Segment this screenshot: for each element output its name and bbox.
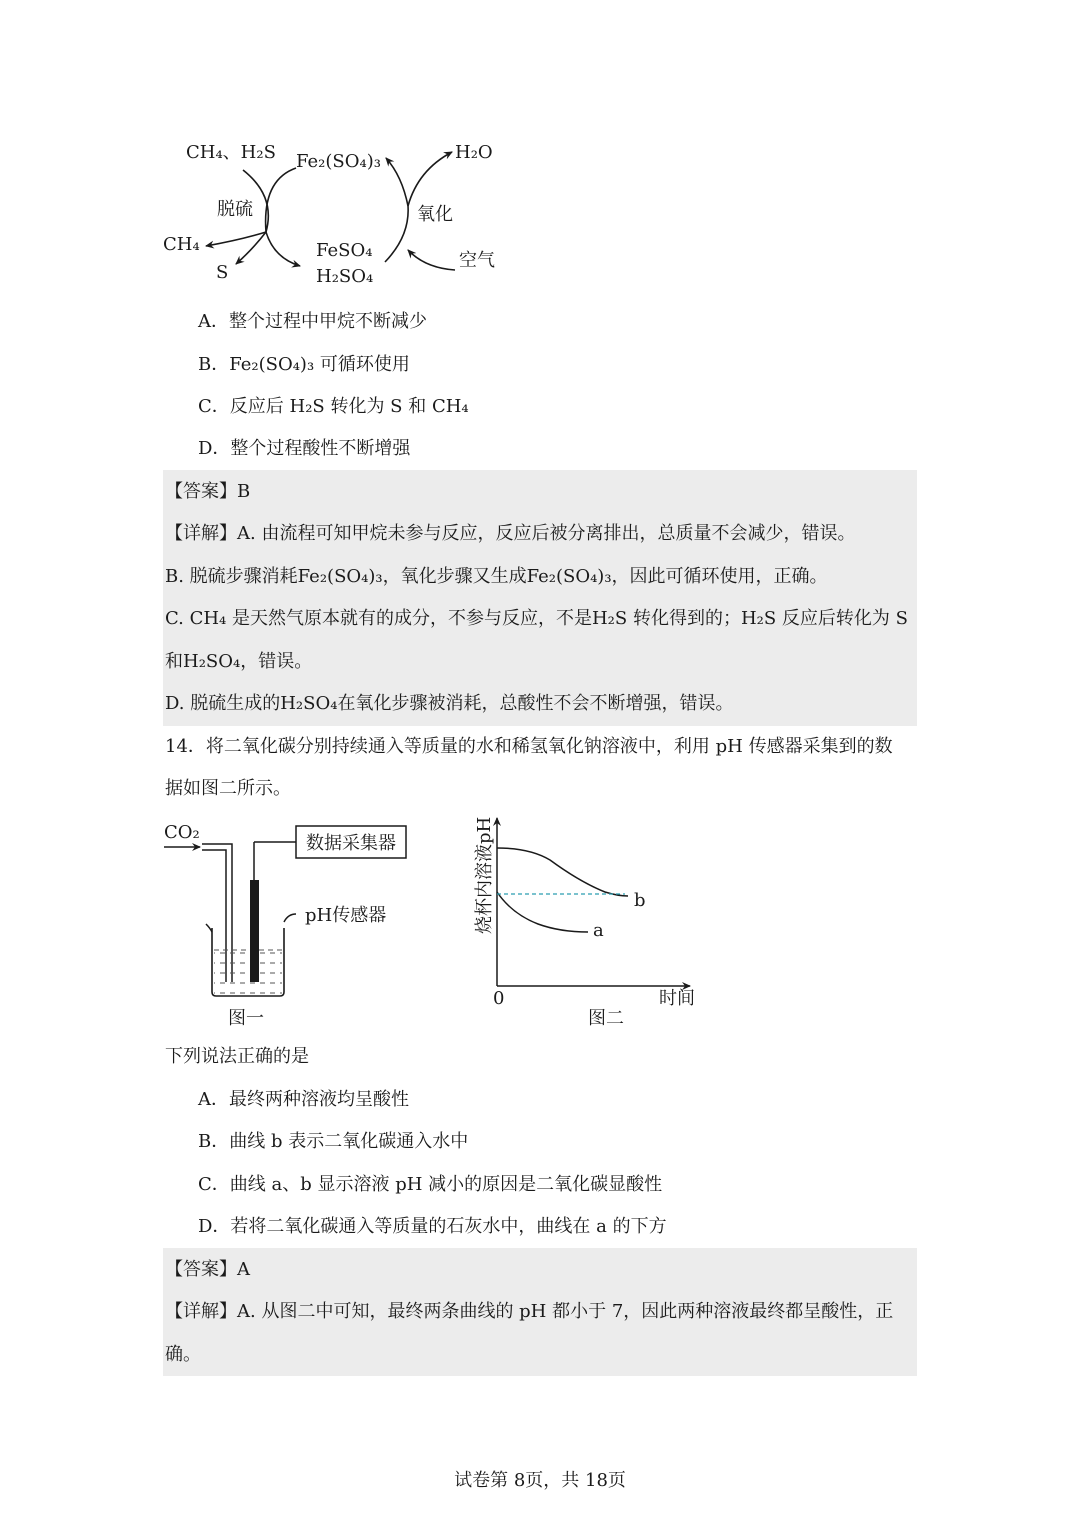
curve-a [497, 892, 588, 932]
q13-explain-line: 【详解】A. 由流程可知甲烷未参与反应，反应后被分离排出，总质量不会减少，错误。 [165, 523, 856, 544]
q13-option-d: D．整个过程酸性不断增强 [198, 438, 411, 459]
q13-explain-line: C. CH₄ 是天然气原本就有的成分，不参与反应，不是H₂S 转化得到的；H₂S 反应后转化为 S [165, 608, 908, 629]
desulfurization-cycle-diagram [0, 0, 1080, 300]
fig1-caption: 图一 [228, 1008, 264, 1029]
q13-option-b: B．Fe₂(SO₄)₃ 可循环使用 [198, 354, 410, 375]
q14-option-d: D．若将二氧化碳通入等质量的石灰水中，曲线在 a 的下方 [198, 1216, 667, 1237]
page-footer: 试卷第 8页，共 18页 [454, 1470, 626, 1491]
q13-explain-line: D. 脱硫生成的H₂SO₄在氧化步骤被消耗，总酸性不会不断增强，错误。 [165, 693, 734, 714]
q14-explain-line: 确。 [165, 1344, 201, 1365]
q14-prompt: 下列说法正确的是 [165, 1046, 309, 1067]
figure-two-ph-chart [460, 810, 720, 1040]
fig2-curve-a-label: a [593, 920, 604, 941]
q14-explain-line: 【详解】A. 从图二中可知，最终两条曲线的 pH 都小于 7，因此两种溶液最终都呈酸性，正 [165, 1301, 894, 1322]
q13-option-c: C．反应后 H₂S 转化为 S 和 CH₄ [198, 396, 469, 417]
label-fe2so43: Fe₂(SO₄)₃ [296, 151, 381, 172]
label-s-out: S [216, 262, 229, 283]
label-feso4: FeSO₄ [316, 240, 373, 261]
arc-fe-down [266, 168, 300, 266]
label-air: 空气 [459, 250, 495, 271]
fig2-curve-b-label: b [634, 890, 646, 911]
q13-answer: 【答案】B [165, 481, 251, 502]
label-h2so4: H₂SO₄ [316, 266, 374, 287]
label-ch4-out: CH₄ [163, 234, 200, 255]
fig1-sensor-label: pH传感器 [305, 905, 387, 926]
label-oxidize: 氧化 [417, 204, 453, 225]
q13-explain-line: B. 脱硫步骤消耗Fe₂(SO₄)₃，氧化步骤又生成Fe₂(SO₄)₃，因此可循环使用，正确。 [165, 566, 828, 587]
q14-option-a: A．最终两种溶液均呈酸性 [198, 1089, 409, 1110]
fig2-ylabel: 烧杯内溶液pH [474, 816, 495, 934]
q13-option-a: A．整个过程中甲烷不断减少 [198, 311, 427, 332]
fig1-co2-label: CO₂ [164, 822, 200, 843]
arc-right-up [385, 158, 408, 262]
label-ch4-h2s: CH₄、H₂S [186, 142, 276, 163]
label-desulfur: 脱硫 [217, 199, 253, 220]
fig2-origin-label: 0 [493, 988, 505, 1009]
fig2-xlabel: 时间 [659, 988, 695, 1009]
arrow-air-in [408, 250, 455, 270]
q14-option-c: C．曲线 a、b 显示溶液 pH 减小的原因是二氧化碳显酸性 [198, 1174, 663, 1195]
q14-stem-line: 14．将二氧化碳分别持续通入等质量的水和稀氢氧化钠溶液中，利用 pH 传感器采集到的数 [165, 736, 893, 757]
arrow-h2o-out [408, 152, 452, 206]
curve-b [497, 848, 628, 896]
fig2-caption: 图二 [588, 1008, 624, 1029]
figure-one-apparatus [0, 810, 460, 1040]
q13-explain-line: 和H₂SO₄，错误。 [165, 651, 313, 672]
fig1-collector-label: 数据采集器 [306, 833, 396, 854]
q14-stem-line: 据如图二所示。 [165, 778, 291, 799]
q13-answer-block [163, 470, 917, 726]
label-h2o: H₂O [455, 142, 493, 163]
q14-option-b: B．曲线 b 表示二氧化碳通入水中 [198, 1131, 469, 1152]
q14-answer: 【答案】A [165, 1259, 250, 1280]
